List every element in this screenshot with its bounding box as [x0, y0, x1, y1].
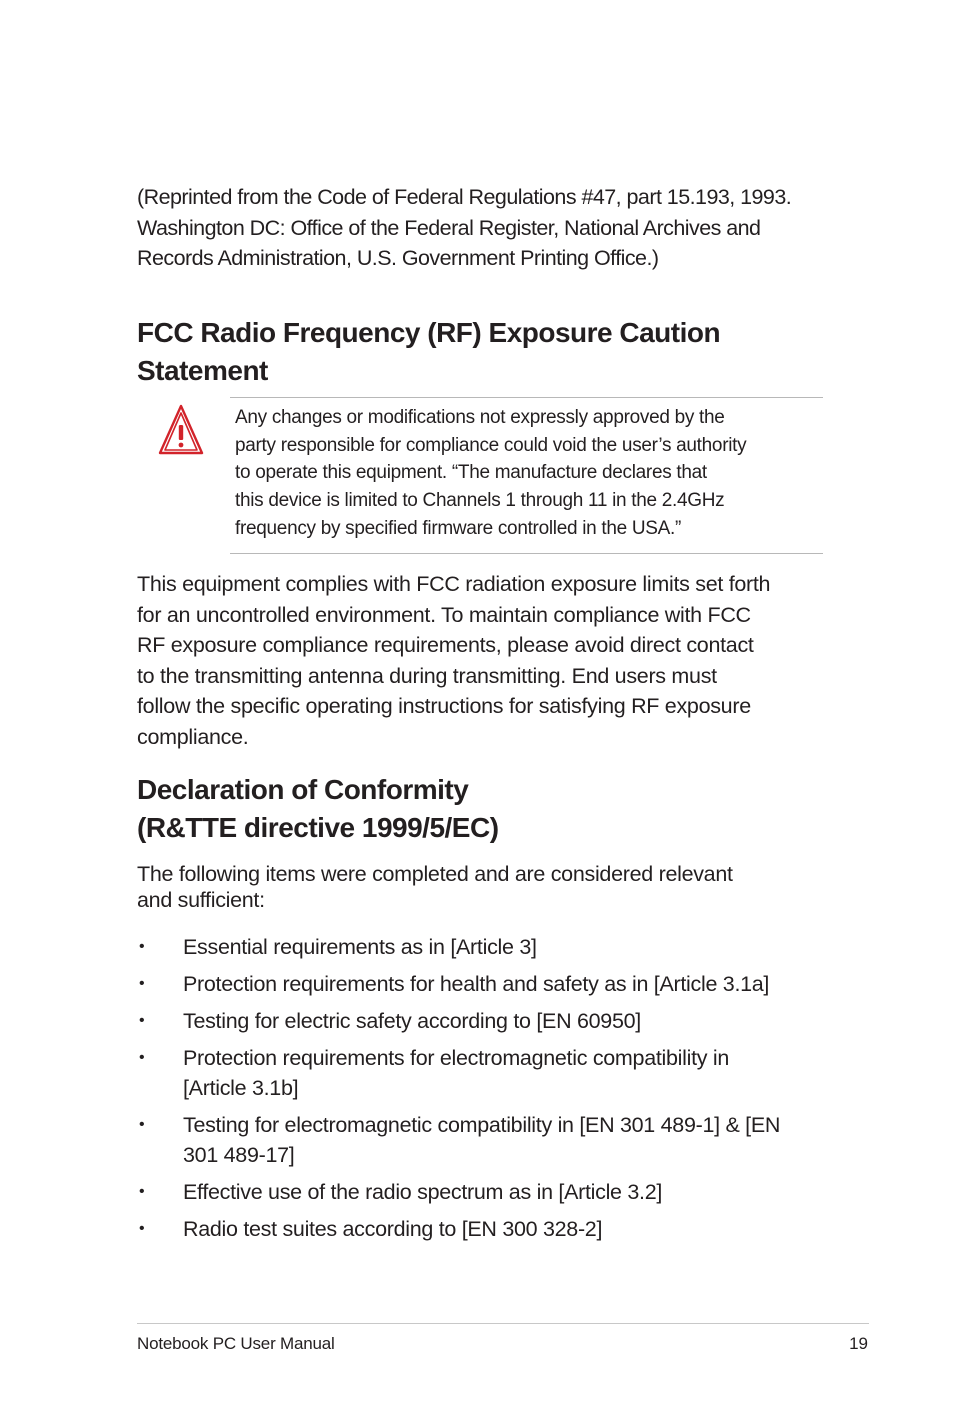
paragraph-line: and sufficient:: [137, 888, 265, 912]
list-item-line: Effective use of the radio spectrum as in [Article 3.2]: [183, 1180, 663, 1204]
caution-text: [235, 404, 746, 543]
list-item: [137, 1110, 837, 1170]
reprint-line: Records Administration, U.S. Government Printing Office.): [137, 246, 659, 270]
heading-line: (R&TTE directive 1999/5/EC): [137, 812, 499, 843]
conformity-items-list: [137, 932, 837, 1251]
paragraph-line: follow the specific operating instructions for satisfying RF exposure: [137, 694, 751, 718]
reprint-line: (Reprinted from the Code of Federal Regulations #47, part 15.193, 1993.: [137, 185, 792, 209]
bullet: •: [139, 1116, 145, 1133]
footer-manual-title: Notebook PC User Manual: [137, 1334, 335, 1353]
caution-line: Any changes or modifications not expressly approved by the: [235, 407, 725, 428]
list-item: [137, 1006, 837, 1036]
declaration-intro: [137, 861, 733, 913]
caution-line: this device is limited to Channels 1 through 11 in the 2.4GHz: [235, 490, 725, 512]
list-item-line: [Article 3.1b]: [183, 1076, 299, 1100]
reprint-line: Washington DC: Office of the Federal Register, National Archives and: [137, 215, 761, 240]
paragraph-line: RF exposure compliance requirements, please avoid direct contact: [137, 633, 754, 657]
paragraph-line: compliance.: [137, 724, 249, 749]
bullet: •: [139, 1049, 145, 1066]
paragraph-line: to the transmitting antenna during transmitting. End users must: [137, 663, 717, 688]
heading-line: Statement: [137, 355, 268, 386]
warning-triangle-icon: [157, 403, 205, 457]
caution-line: party responsible for compliance could void the user’s authority: [235, 434, 747, 456]
reprint-note: [137, 182, 837, 274]
list-item: [137, 1214, 837, 1244]
bullet: •: [139, 975, 145, 992]
fcc-rf-heading: [137, 314, 720, 390]
bullet: •: [139, 1183, 145, 1200]
paragraph-line: for an uncontrolled environment. To maintain compliance with FCC: [137, 602, 751, 627]
heading-line: FCC Radio Frequency (RF) Exposure Caution: [137, 317, 721, 348]
list-item-line: Testing for electric safety according to [EN 60950]: [183, 1009, 641, 1033]
caution-line: to operate this equipment. “The manufacture declares that: [235, 462, 707, 484]
list-item-line: Essential requirements as in [Article 3]: [183, 935, 537, 959]
heading-line: Declaration of Conformity: [137, 774, 469, 805]
list-item: [137, 1043, 837, 1103]
list-item-line: Protection requirements for electromagnetic compatibility in: [183, 1046, 730, 1070]
declaration-heading: [137, 771, 499, 847]
caution-note: [230, 397, 823, 554]
list-item-line: Protection requirements for health and safety as in [Article 3.1a]: [183, 972, 770, 996]
rf-exposure-paragraph: [137, 569, 770, 752]
list-item: [137, 1177, 837, 1207]
paragraph-line: This equipment complies with FCC radiation exposure limits set forth: [137, 572, 771, 596]
caution-line: frequency by specified firmware controlled in the USA.”: [235, 517, 682, 539]
list-item: [137, 932, 837, 962]
footer-page-number: 19: [849, 1334, 868, 1353]
bullet: •: [139, 1012, 145, 1029]
list-item: [137, 969, 837, 999]
footer-divider: [137, 1323, 869, 1324]
list-item-line: Radio test suites according to [EN 300 328-2]: [183, 1217, 603, 1241]
list-item-line: Testing for electromagnetic compatibility in [EN 301 489-1] & [EN: [183, 1113, 781, 1137]
bullet: •: [139, 938, 145, 955]
bullet: •: [139, 1220, 145, 1237]
list-item-line: 301 489-17]: [183, 1143, 295, 1167]
paragraph-line: The following items were completed and are considered relevant: [137, 862, 733, 886]
